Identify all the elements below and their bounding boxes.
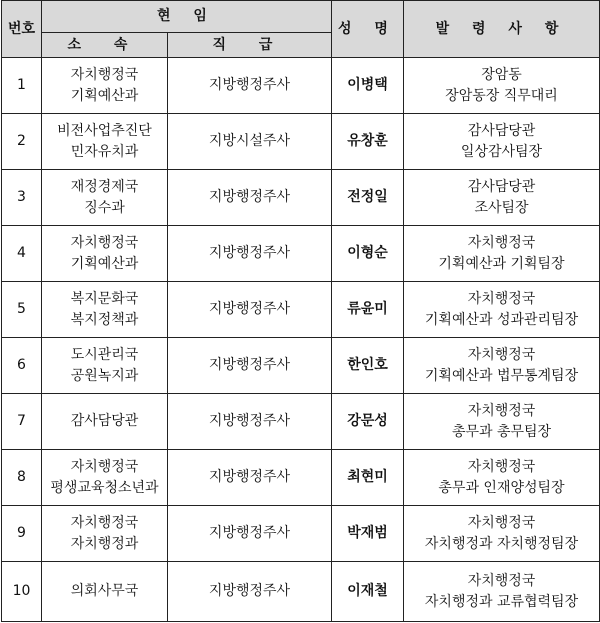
row-rank: 지방행정주사 bbox=[168, 170, 332, 226]
row-number: 8 bbox=[2, 450, 42, 506]
table-row bbox=[2, 506, 600, 562]
appointment-line-2: 기획예산과 기획팀장 bbox=[438, 255, 565, 272]
row-affiliation bbox=[42, 114, 168, 170]
appointment-line-1: 자치행정국 bbox=[467, 514, 536, 531]
appointment-line-1: 자치행정국 bbox=[467, 346, 536, 363]
table-row bbox=[2, 226, 600, 282]
row-number: 10 bbox=[2, 562, 42, 622]
affiliation-line-2: 기획예산과 bbox=[70, 87, 139, 104]
affiliation-line-1: 도시관리국 bbox=[70, 346, 139, 363]
appointment-line-1: 감사담당관 bbox=[467, 122, 536, 139]
appointment-line-2: 기획예산과 법무통계팀장 bbox=[424, 367, 579, 384]
row-appointment bbox=[404, 58, 600, 114]
table-row bbox=[2, 450, 600, 506]
appointment-line-2: 자치행정과 교류협력팀장 bbox=[424, 593, 579, 610]
affiliation-line-2: 평생교육청소년과 bbox=[50, 479, 159, 496]
appointment-line-2: 자치행정과 자치행정팀장 bbox=[424, 535, 579, 552]
appointment-line-2: 장암동장 직무대리 bbox=[445, 87, 558, 104]
appointment-line-1: 자치행정국 bbox=[467, 572, 536, 589]
row-appointment bbox=[404, 394, 600, 450]
affiliation-line-1: 의회사무국 bbox=[70, 583, 139, 599]
appointment-line-2: 기획예산과 성과관리팀장 bbox=[424, 311, 579, 328]
row-name: 한인호 bbox=[332, 338, 404, 394]
row-number: 6 bbox=[2, 338, 42, 394]
header-appointment: 발 령 사 항 bbox=[404, 1, 600, 58]
appointment-line-2: 조사팀장 bbox=[474, 199, 529, 216]
header-rank: 직 급 bbox=[168, 33, 332, 58]
header-affiliation: 소 속 bbox=[42, 33, 168, 58]
row-number: 4 bbox=[2, 226, 42, 282]
header-name: 성 명 bbox=[332, 1, 404, 58]
row-appointment bbox=[404, 226, 600, 282]
row-name: 이재철 bbox=[332, 562, 404, 622]
row-name: 이형순 bbox=[332, 226, 404, 282]
row-appointment bbox=[404, 282, 600, 338]
row-rank: 지방행정주사 bbox=[168, 58, 332, 114]
affiliation-line-1: 감사담당관 bbox=[70, 413, 139, 429]
affiliation-line-1: 복지문화국 bbox=[70, 290, 139, 307]
row-number: 9 bbox=[2, 506, 42, 562]
row-rank: 지방행정주사 bbox=[168, 562, 332, 622]
table-row bbox=[2, 338, 600, 394]
row-affiliation bbox=[42, 562, 168, 622]
row-affiliation bbox=[42, 226, 168, 282]
row-name: 강문성 bbox=[332, 394, 404, 450]
affiliation-line-1: 자치행정국 bbox=[70, 514, 139, 531]
table-row bbox=[2, 170, 600, 226]
appointment-line-2: 총무과 인재양성팀장 bbox=[438, 479, 565, 496]
appointment-line-1: 자치행정국 bbox=[467, 402, 536, 419]
appointment-line-1: 자치행정국 bbox=[467, 234, 536, 251]
row-rank: 지방행정주사 bbox=[168, 282, 332, 338]
appointment-line-1: 장암동 bbox=[481, 66, 522, 83]
appointment-line-1: 감사담당관 bbox=[467, 178, 536, 195]
table-row bbox=[2, 282, 600, 338]
affiliation-line-1: 자치행정국 bbox=[70, 458, 139, 475]
row-rank: 지방행정주사 bbox=[168, 394, 332, 450]
header-number: 번호 bbox=[2, 1, 42, 58]
row-rank: 지방행정주사 bbox=[168, 226, 332, 282]
row-number: 7 bbox=[2, 394, 42, 450]
affiliation-line-1: 비전사업추진단 bbox=[57, 122, 152, 139]
affiliation-line-2: 자치행정과 bbox=[70, 535, 139, 552]
row-appointment bbox=[404, 170, 600, 226]
affiliation-line-2: 공원녹지과 bbox=[70, 367, 139, 384]
affiliation-line-2: 민자유치과 bbox=[70, 143, 139, 160]
row-affiliation bbox=[42, 506, 168, 562]
row-affiliation bbox=[42, 338, 168, 394]
affiliation-line-1: 자치행정국 bbox=[70, 66, 139, 83]
row-name: 전정일 bbox=[332, 170, 404, 226]
affiliation-line-2: 복지정책과 bbox=[70, 311, 139, 328]
row-appointment bbox=[404, 450, 600, 506]
affiliation-line-2: 징수과 bbox=[84, 199, 125, 216]
row-affiliation bbox=[42, 394, 168, 450]
personnel-appointment-table bbox=[1, 0, 600, 622]
affiliation-line-2: 기획예산과 bbox=[70, 255, 139, 272]
row-appointment bbox=[404, 562, 600, 622]
row-number: 1 bbox=[2, 58, 42, 114]
table-row bbox=[2, 562, 600, 622]
row-number: 3 bbox=[2, 170, 42, 226]
row-name: 류윤미 bbox=[332, 282, 404, 338]
row-affiliation bbox=[42, 58, 168, 114]
row-rank: 지방행정주사 bbox=[168, 506, 332, 562]
row-name: 이병택 bbox=[332, 58, 404, 114]
header-current-position: 현 임 bbox=[42, 1, 332, 33]
row-name: 박재범 bbox=[332, 506, 404, 562]
appointment-line-1: 자치행정국 bbox=[467, 458, 536, 475]
affiliation-line-1: 재정경제국 bbox=[70, 178, 139, 195]
row-affiliation bbox=[42, 282, 168, 338]
row-affiliation bbox=[42, 170, 168, 226]
row-number: 5 bbox=[2, 282, 42, 338]
affiliation-line-1: 자치행정국 bbox=[70, 234, 139, 251]
table-row bbox=[2, 114, 600, 170]
row-appointment bbox=[404, 114, 600, 170]
row-rank: 지방행정주사 bbox=[168, 338, 332, 394]
row-name: 유창훈 bbox=[332, 114, 404, 170]
appointment-line-2: 일상감사팀장 bbox=[460, 143, 543, 160]
row-affiliation bbox=[42, 450, 168, 506]
row-appointment bbox=[404, 506, 600, 562]
appointment-line-1: 자치행정국 bbox=[467, 290, 536, 307]
row-appointment bbox=[404, 338, 600, 394]
appointment-line-2: 총무과 총무팀장 bbox=[451, 423, 552, 440]
row-name: 최현미 bbox=[332, 450, 404, 506]
row-rank: 지방시설주사 bbox=[168, 114, 332, 170]
row-rank: 지방행정주사 bbox=[168, 450, 332, 506]
table-row bbox=[2, 58, 600, 114]
row-number: 2 bbox=[2, 114, 42, 170]
table-row bbox=[2, 394, 600, 450]
header-row-top bbox=[2, 1, 600, 33]
